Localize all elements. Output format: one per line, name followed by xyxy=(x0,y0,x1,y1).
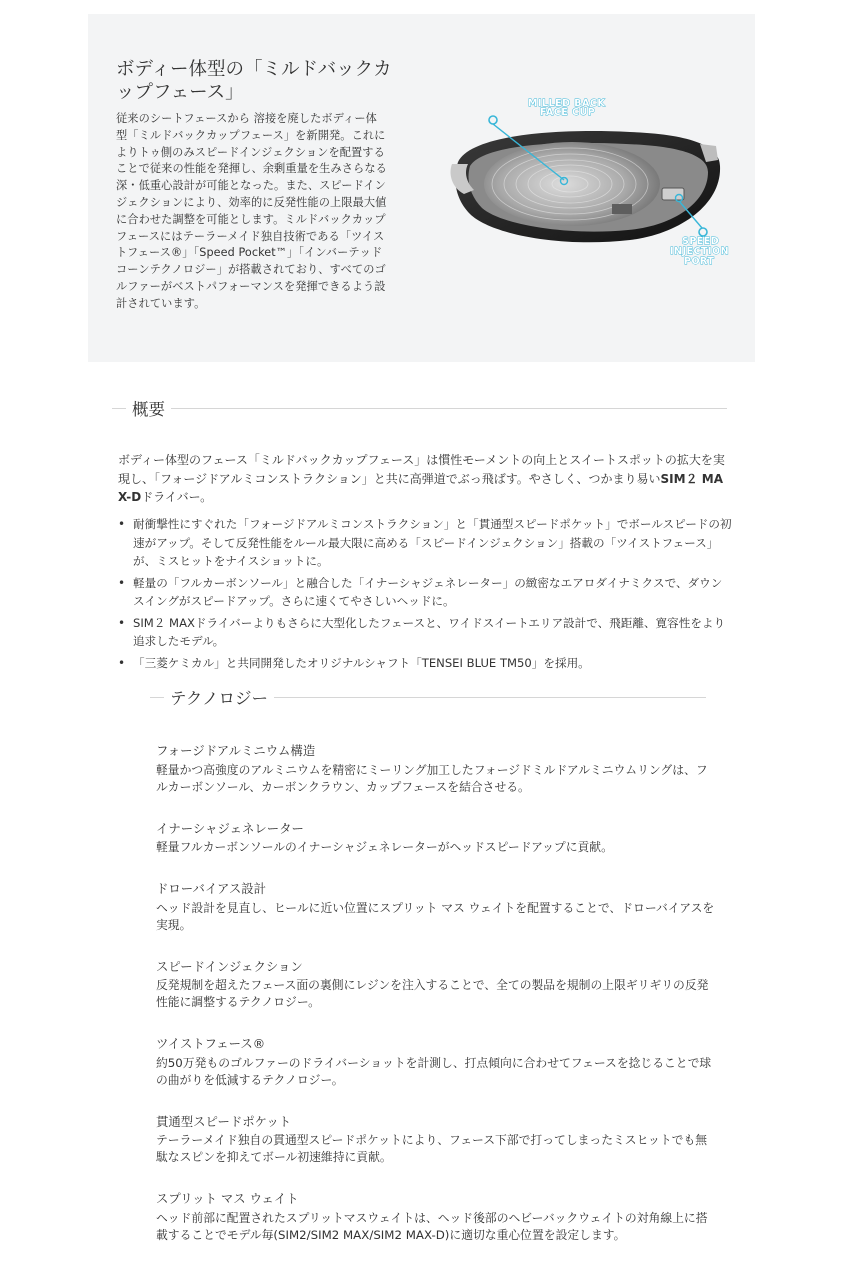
technology-name: 貫通型スピードポケット xyxy=(156,1113,292,1129)
technology-item xyxy=(156,958,716,1012)
overview-heading xyxy=(112,396,727,420)
list-item-text: 「三菱ケミカル」と共同開発したオリジナルシャフト「TENSEI BLUE TM50」を採用。 xyxy=(133,655,590,670)
speed-injection-port xyxy=(662,188,684,200)
driver-head-image xyxy=(430,84,750,284)
heading-rule-right xyxy=(171,408,727,409)
milled-face-cup xyxy=(484,142,660,226)
list-item-text: 軽量の「フルカーボンソール」と融合した「イナーシャジェネレーター」の緻密なエアロダイナミクスで、ダウンスイングがスピードアップ。さらに速くてやさしいヘッドに。 xyxy=(133,575,723,608)
list-item xyxy=(118,614,732,651)
list-item xyxy=(118,574,732,611)
technology-name: スプリット マス ウェイト xyxy=(156,1191,299,1206)
technology-description: 反発規制を超えたフェース面の裏側にレジンを注入することで、全ての製品を規制の上限ギリギリの反発性能に調整するテクノロジー。 xyxy=(156,978,709,1009)
technology-description: ヘッド前部に配置されたスプリットマスウェイトは、ヘッド後部のヘビーバックウェイトの対角線上に搭載することでモデル毎(SIM2/SIM2 MAX/SIM2 MAX-D)に適切な重心位置を設定します。 xyxy=(156,1210,708,1242)
technology-item xyxy=(156,820,716,857)
technology-item xyxy=(156,1035,716,1089)
technology-item xyxy=(156,1113,716,1167)
model-name: SIM２ MAX-D xyxy=(118,471,723,504)
list-item xyxy=(118,515,732,571)
technology-description: ヘッド設計を見直し、ヒールに近い位置にスプリット マス ウェイトを配置することで、ドローバイアスを実現。 xyxy=(156,900,715,932)
technology-heading-label: テクノロジー xyxy=(170,689,269,708)
intro-text: ボディー体型のフェース「ミルドバックカップフェース」は慣性モーメントの向上とスイートスポットの拡大を実現し、「フォージドアルミコンストラクション」と共に高弾道でぶっ飛ばす。やさしく、つかまり易い xyxy=(118,453,725,486)
callout-bottom-line1: SPEED xyxy=(682,236,720,247)
technology-name: ドローバイアス設計 xyxy=(156,881,267,896)
heading-rule-left xyxy=(150,697,164,698)
list-item-text: SIM２ MAXドライバーよりもさらに大型化したフェースと、ワイドスイートエリア設計で、飛距離、寛容性をより追求したモデル。 xyxy=(133,615,726,648)
technology-item xyxy=(156,880,716,934)
list-item xyxy=(118,654,732,673)
hero-title: ボディー体型の「ミルドバックカップフェース」 xyxy=(116,59,392,103)
list-item-text: 耐衝撃性にすぐれた「フォージドアルミコンストラクション」と「貫通型スピードポケット」でボールスピードの初速がアップ。そして反発性能をルール最大限に高める「スピードインジェクション」搭載の「ツイストフェース」が、ミスヒットをナイスショットに。 xyxy=(133,517,732,568)
technology-description: 軽量フルカーボンソールのイナーシャジェネレーターがヘッドスピードアップに貢献。 xyxy=(156,840,613,854)
callout-bottom-line2: INJECTION xyxy=(670,246,730,257)
bullet-icon: • xyxy=(118,655,126,670)
technology-name: フォージドアルミニウム構造 xyxy=(156,743,316,758)
technology-description: 約50万発ものゴルファーのドライバーショットを計測し、打点傾向に合わせてフェースを捻じることで球の曲がりを低減するテクノロジー。 xyxy=(156,1055,712,1087)
technology-item xyxy=(156,742,716,796)
technology-name: スピードインジェクション xyxy=(156,958,303,974)
technology-item xyxy=(156,1190,716,1244)
overview-intro xyxy=(118,451,730,507)
technology-name: イナーシャジェネレーター xyxy=(156,820,304,836)
callout-top-line1: MILLED BACK xyxy=(528,98,606,109)
technology-description: 軽量かつ高強度のアルミニウムを精密にミーリング加工したフォージドミルドアルミニウムリングは、フルカーボンソール、カーボンクラウン、カップフェースを結合させる。 xyxy=(156,762,708,794)
bullet-icon: • xyxy=(118,517,126,531)
feature-list xyxy=(118,515,732,675)
callout-bottom-line3: PORT xyxy=(684,256,715,267)
technology-name: ツイストフェース® xyxy=(156,1036,266,1051)
overview-heading-label: 概要 xyxy=(132,400,165,419)
technology-heading xyxy=(150,685,706,709)
intro-text-end: ドライバー。 xyxy=(141,490,213,504)
bullet-icon: • xyxy=(118,615,126,630)
hero-description: 従来のシートフェースから 溶接を廃したボディー体型「ミルドバックカップフェース」を新開発。これによりトゥ側のみスピードインジェクションを配置することで従来の性能を発揮し、余剰重量を生みさらなる深・低重心設計が可能となった。また、スピードインジェクションにより、効率的に反発性能の上限最大値に合わせた調整を可能とします。ミルドバックカップフェースにはテーラーメイド独自技術である「ツイストフェース®」「Speed Pocket™」「インバーテッドコーンテクノロジー」が搭載されており、すべてのゴルファーがベストパフォーマンスを発揮できるよう設計されています。 xyxy=(116,112,387,310)
heading-rule-right xyxy=(274,697,706,698)
callout-top-line2: FACE CUP xyxy=(540,107,596,118)
technology-description: テーラーメイド独自の貫通型スピードポケットにより、フェース下部で打ってしまったミスヒットでも無駄なスピンを抑えてボール初速維持に貢献。 xyxy=(156,1133,708,1164)
technology-list xyxy=(156,742,716,1268)
bullet-icon: • xyxy=(118,575,126,590)
heading-rule-left xyxy=(112,408,126,409)
